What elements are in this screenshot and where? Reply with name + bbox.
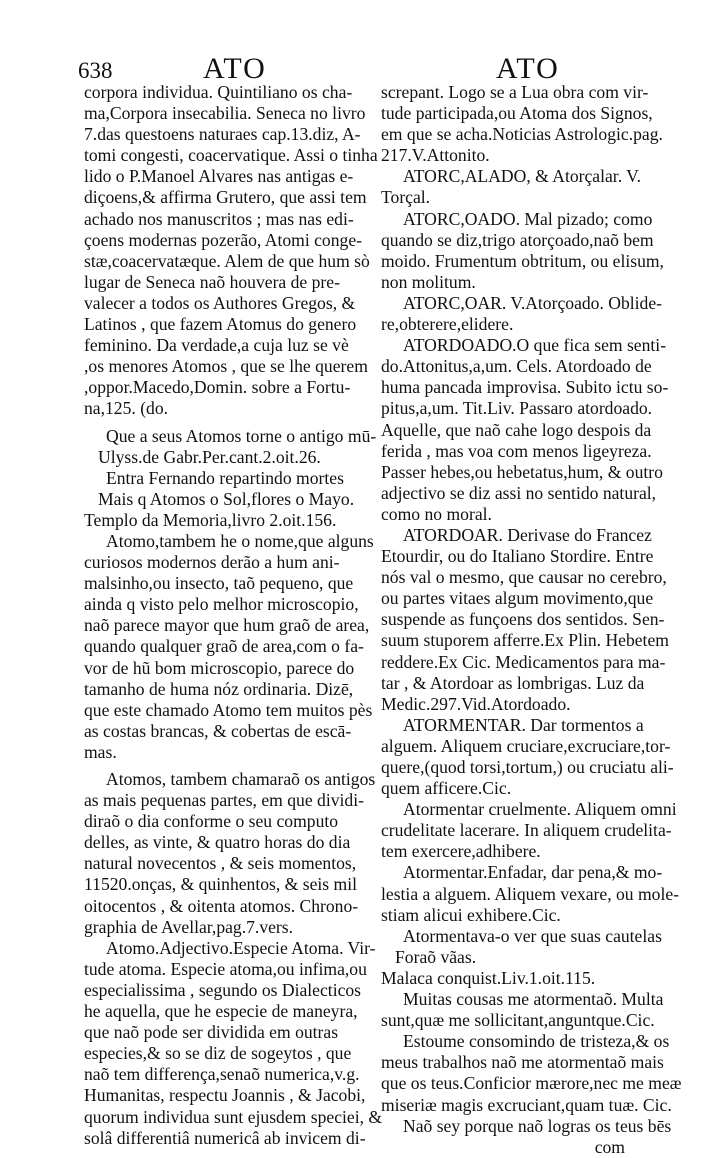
text-line: stæ,coacervatæque. Alem de que hum sò xyxy=(84,250,370,271)
text-line: como no moral. xyxy=(381,503,492,524)
text-line: delles, as vinte, & quatro horas do dia xyxy=(84,832,351,853)
text-line: naõ parece mayor que hum graõ de area, xyxy=(84,615,370,636)
text-line: ,os menores Atomos , que se lhe querem xyxy=(84,356,368,377)
text-line: Torçal. xyxy=(381,187,431,208)
text-line: re,obterere,elidere. xyxy=(381,314,514,335)
text-line: stiam alicui exhibere.Cic. xyxy=(381,904,561,925)
page-header xyxy=(0,52,709,86)
text-line: Atormentava-o ver que suas cautelas xyxy=(403,925,662,946)
text-line: ferida , mas voa com menos ligeyreza. xyxy=(381,440,652,461)
text-line: ATORC,OAR. V.Atorçoado. Oblide- xyxy=(403,292,663,313)
text-line: he aquella, que he especie de maneyra, xyxy=(84,1001,358,1022)
text-line: do.Attonitus,a,um. Cels. Atordoado de xyxy=(381,356,652,377)
text-line: miseriæ magis excruciant,quam tuæ. Cic. xyxy=(381,1094,672,1115)
text-line: nós val o mesmo, que causar no cerebro, xyxy=(381,567,667,588)
text-line: natural novecentos , & seis momentos, xyxy=(84,853,357,874)
text-line: çoens modernas pozerão, Atomi conge- xyxy=(84,229,362,250)
text-line: graphia de Avellar,pag.7.vers. xyxy=(84,916,294,937)
text-line: com xyxy=(594,1136,625,1157)
text-line: suspende as funçoens dos sentidos. Sen- xyxy=(381,609,665,630)
text-line: em que se acha.Noticias Astrologic.pag. xyxy=(381,124,663,145)
text-line: Naõ sey porque naõ logras os teus bēs xyxy=(403,1115,672,1136)
text-line: tomi congesti, coacervatique. Assi o tinha xyxy=(84,145,378,166)
text-line: Atomo.Adjectivo.Especie Atoma. Vir- xyxy=(106,937,376,958)
page-number: 638 xyxy=(78,58,113,83)
text-line: especialissima , segundo os Dialecticos xyxy=(84,979,362,1000)
text-line: curiosos modernos derão a hum ani- xyxy=(84,552,340,573)
text-line: mas. xyxy=(84,741,117,762)
text-line: Atomo,tambem he o nome,que alguns xyxy=(106,530,374,551)
text-line: ATORDOADO.O que fica sem senti- xyxy=(403,335,667,356)
text-line: quorum individua sunt ejusdem speciei, & xyxy=(84,1106,383,1127)
text-line: ATORC,ALADO, & Atorçalar. V. xyxy=(403,166,642,187)
text-line: malsinho,ou insecto, taõ pequeno, que xyxy=(84,573,354,594)
text-line: 217.V.Attonito. xyxy=(381,145,490,166)
text-line: pitus,a,um. Tit.Liv. Passaro atordoado. xyxy=(381,398,653,419)
text-line: 11520.onças, & quinhentos, & seis mil xyxy=(84,874,358,895)
text-line: as costas brancas, & cobertas de escā- xyxy=(84,720,352,741)
text-line: corpora individua. Quintiliano os cha- xyxy=(84,82,353,102)
text-line: meus trabalhos naõ me atormentaõ mais xyxy=(381,1052,664,1073)
left-column xyxy=(84,82,383,1149)
text-line: Atomos, tambem chamaraõ os antigos xyxy=(106,769,376,789)
text-line: ,oppor.Macedo,Domin. sobre a Fortu- xyxy=(84,377,351,398)
text-line: ainda q visto pelo melhor microscopio, xyxy=(84,594,359,615)
text-line: achado nos manuscritos ; mas nas edi- xyxy=(84,208,354,229)
text-line: crudelitate lacerare. In aliquem crudelita- xyxy=(381,820,672,841)
text-line: moido. Frumentum obtritum, ou elisum, xyxy=(381,250,664,271)
text-line: feminino. Da verdade,a cuja luz se vè xyxy=(84,335,349,356)
text-line: tude participada,ou Atoma dos Signos, xyxy=(381,103,653,124)
text-line: tude atoma. Especie atoma,ou infima,ou xyxy=(84,958,367,979)
text-line: lestia a alguem. Aliquem vexare, ou mole- xyxy=(381,883,680,904)
text-line: na,125. (do. xyxy=(84,398,169,419)
text-line: Malaca conquist.Liv.1.oit.115. xyxy=(381,967,596,988)
text-line: Templo da Memoria,livro 2.oit.156. xyxy=(84,509,337,530)
text-line: que os teus.Conficior mærore,nec me meæ xyxy=(381,1073,682,1094)
text-line: Passer hebes,ou hebetatus,hum, & outro xyxy=(381,461,663,482)
text-line: quem afficere.Cic. xyxy=(381,778,512,799)
text-line: especies,& so se diz de sogeytos , que xyxy=(84,1043,352,1064)
text-line: ma,Corpora insecabilia. Seneca no livro xyxy=(84,103,366,124)
text-line: lugar de Seneca naõ houvera de pre- xyxy=(84,271,340,292)
text-line: Que a seus Atomos torne o antigo mū- xyxy=(106,425,377,446)
text-line: lido o P.Manoel Alvares nas antigas e- xyxy=(84,166,354,187)
text-line: quando se diz,trigo atorçoado,naõ bem xyxy=(381,229,654,250)
text-line: adjectivo se diz assi no sentido natural, xyxy=(381,482,657,503)
text-line: diçoens,& affirma Grutero, que assi tem xyxy=(84,187,367,208)
text-line: non molitum. xyxy=(381,271,476,292)
text-line: suum stuporem afferre.Ex Plin. Hebetem xyxy=(381,630,669,651)
text-line: ou partes vitaes algum movimento,que xyxy=(381,588,654,609)
text-line: Estoume consomindo de tristeza,& os xyxy=(403,1031,670,1052)
text-line: que este chamado Atomo tem muitos pès xyxy=(84,699,373,720)
text-line: Medic.297.Vid.Atordoado. xyxy=(381,693,571,714)
text-line: screpant. Logo se a Lua obra com vir- xyxy=(381,82,649,102)
text-line: ATORC,OADO. Mal pizado; como xyxy=(403,208,653,229)
text-line: vor de hũ bom microscopio, parece do xyxy=(84,657,355,678)
text-line: ATORMENTAR. Dar tormentos a xyxy=(403,714,644,735)
text-line: Etourdir, ou do Italiano Stordire. Entre xyxy=(381,546,654,567)
text-line: 7.das questoens naturaes cap.13.diz, A- xyxy=(84,124,361,145)
text-line: tar , & Atordoar as lombrigas. Luz da xyxy=(381,672,645,693)
text-line: Foraõ vãas. xyxy=(395,946,477,967)
text-line: Atormentar.Enfadar, dar pena,& mo- xyxy=(403,862,663,883)
text-line: solâ differentiâ numericâ ab invicem di- xyxy=(84,1127,366,1148)
text-line: Muitas cousas me atormentaõ. Multa xyxy=(403,989,664,1010)
text-line: tem exercere,adhibere. xyxy=(381,841,541,862)
right-column xyxy=(381,82,682,1158)
text-line: huma pancada improvisa. Subito ictu so- xyxy=(381,377,669,398)
text-line: sunt,quæ me sollicitant,anguntque.Cic. xyxy=(381,1010,655,1031)
text-line: quere,(quod torsi,tortum,) ou cruciatu ali- xyxy=(381,757,674,777)
text-line: Ulyss.de Gabr.Per.cant.2.oit.26. xyxy=(98,446,321,467)
guide-word-right: ATO xyxy=(496,52,560,85)
text-line: valecer a todos os Authores Gregos, & xyxy=(84,292,356,313)
guide-word-left: ATO xyxy=(203,52,267,85)
text-line: Aquelle, que naõ cahe logo despois da xyxy=(381,419,652,440)
text-line: tamanho de huma nóz ordinaria. Dizē, xyxy=(84,678,354,699)
text-line: Humanitas, respectu Joannis , & Jacobi, xyxy=(84,1085,366,1106)
text-line: oitocentos , & oitenta atomos. Chrono- xyxy=(84,895,359,916)
text-line: alguem. Aliquem cruciare,excruciare,tor- xyxy=(381,735,671,756)
text-line: reddere.Ex Cic. Medicamentos para ma- xyxy=(381,651,666,672)
text-line: diraõ o dia conforme o seu computo xyxy=(84,811,339,832)
text-line: naõ tem differença,senaõ numerica,v.g. xyxy=(84,1064,360,1085)
text-line: Mais q Atomos o Sol,flores o Mayo. xyxy=(98,488,355,509)
text-line: que naõ pode ser dividida em outras xyxy=(84,1022,339,1043)
text-line: as mais pequenas partes, em que dividi- xyxy=(84,790,364,811)
text-line: ATORDOAR. Derivase do Francez xyxy=(403,524,652,545)
text-line: Latinos , que fazem Atomus do genero xyxy=(84,314,357,335)
text-line: Entra Fernando repartindo mortes xyxy=(106,467,344,488)
text-line: Atormentar cruelmente. Aliquem omni xyxy=(403,799,677,820)
text-line: quando qualquer graõ de area,com o fa- xyxy=(84,636,364,657)
